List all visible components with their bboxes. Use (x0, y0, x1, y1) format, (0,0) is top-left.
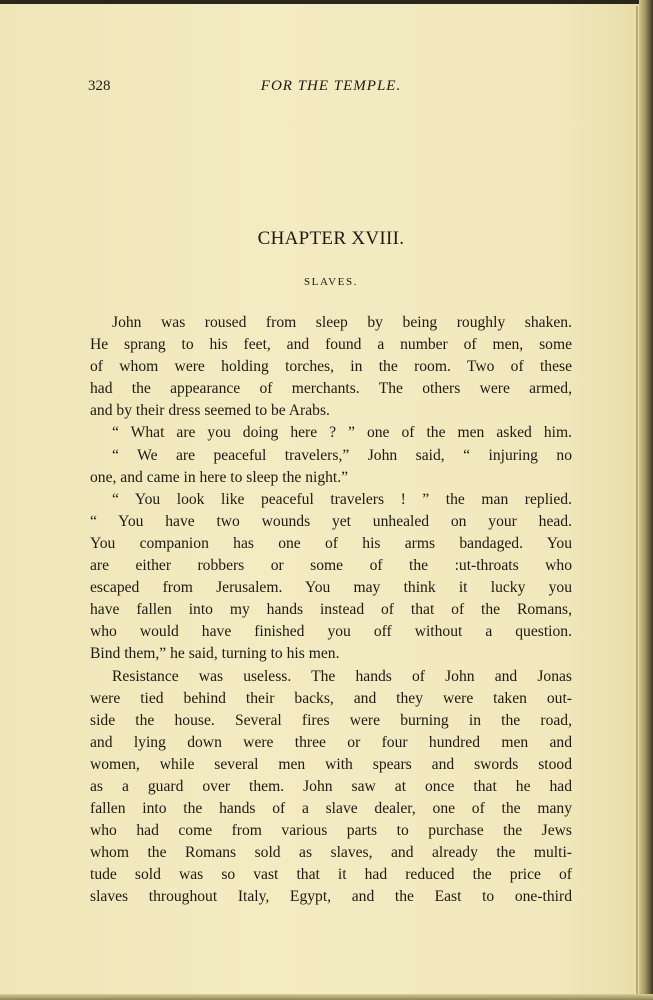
chapter-subtitle: SLAVES. (303, 276, 359, 288)
text-line: women, while several men with spears and swords stood (90, 755, 572, 773)
text-line: whom the Romans sold as slaves, and already the multi- (90, 844, 572, 862)
text-line: one, and came in here to sleep the night.” (90, 468, 349, 486)
text-line: slaves throughout Italy, Egypt, and the East to one-third (90, 888, 572, 906)
text-line: and by their dress seemed to be Arabs. (90, 402, 330, 420)
text-line: side the house. Several fires were burning in the road, (90, 711, 572, 729)
text-line: were tied behind their backs, and they were taken out- (90, 689, 572, 707)
chapter-title: CHAPTER XVIII. (257, 228, 405, 249)
text-line: You companion has one of his arms bandaged. You (90, 534, 572, 552)
text-line: who would have finished you off without a question. (90, 623, 572, 641)
text-line: “ What are you doing here ? ” one of the men asked him. (112, 424, 572, 442)
page-bottom-edge (0, 994, 653, 1000)
text-line: escaped from Jerusalem. You may think it lucky you (90, 579, 572, 597)
text-line: had the appearance of merchants. The others were armed, (90, 380, 572, 398)
text-line: “ You have two wounds yet unhealed on your head. (90, 512, 572, 530)
body-text (90, 312, 572, 909)
text-line: “ We are peaceful travelers,” John said, “ injuring no (112, 446, 572, 464)
text-line: Resistance was useless. The hands of John and Jonas (112, 667, 572, 685)
text-line: are either robbers or some of the :ut-throats who (90, 557, 572, 575)
text-line: He sprang to his feet, and found a number of men, some (90, 336, 572, 354)
text-line: John was roused from sleep by being roughly shaken. (112, 314, 572, 331)
text-line: who had come from various parts to purchase the Jews (90, 822, 572, 840)
page-number: 328 (88, 78, 111, 94)
text-line: “ You look like peaceful travelers ! ” the man replied. (112, 490, 572, 508)
page-fold-line (636, 6, 638, 996)
page-right-edge (639, 0, 653, 1000)
running-title: FOR THE TEMPLE. (260, 78, 402, 94)
text-line: of whom were holding torches, in the room. Two of these (90, 358, 572, 376)
page-top-edge (0, 0, 640, 4)
text-line: and lying down were three or four hundred men and (90, 733, 572, 751)
text-line: as a guard over them. John saw at once that he had (90, 777, 572, 795)
page-header (88, 78, 574, 100)
text-line: have fallen into my hands instead of that of the Romans, (90, 601, 572, 619)
text-line: Bind them,” he said, turning to his men. (90, 645, 340, 663)
text-line: fallen into the hands of a slave dealer, one of the many (90, 800, 572, 818)
text-line: tude sold was so vast that it had reduced the price of (90, 866, 572, 884)
